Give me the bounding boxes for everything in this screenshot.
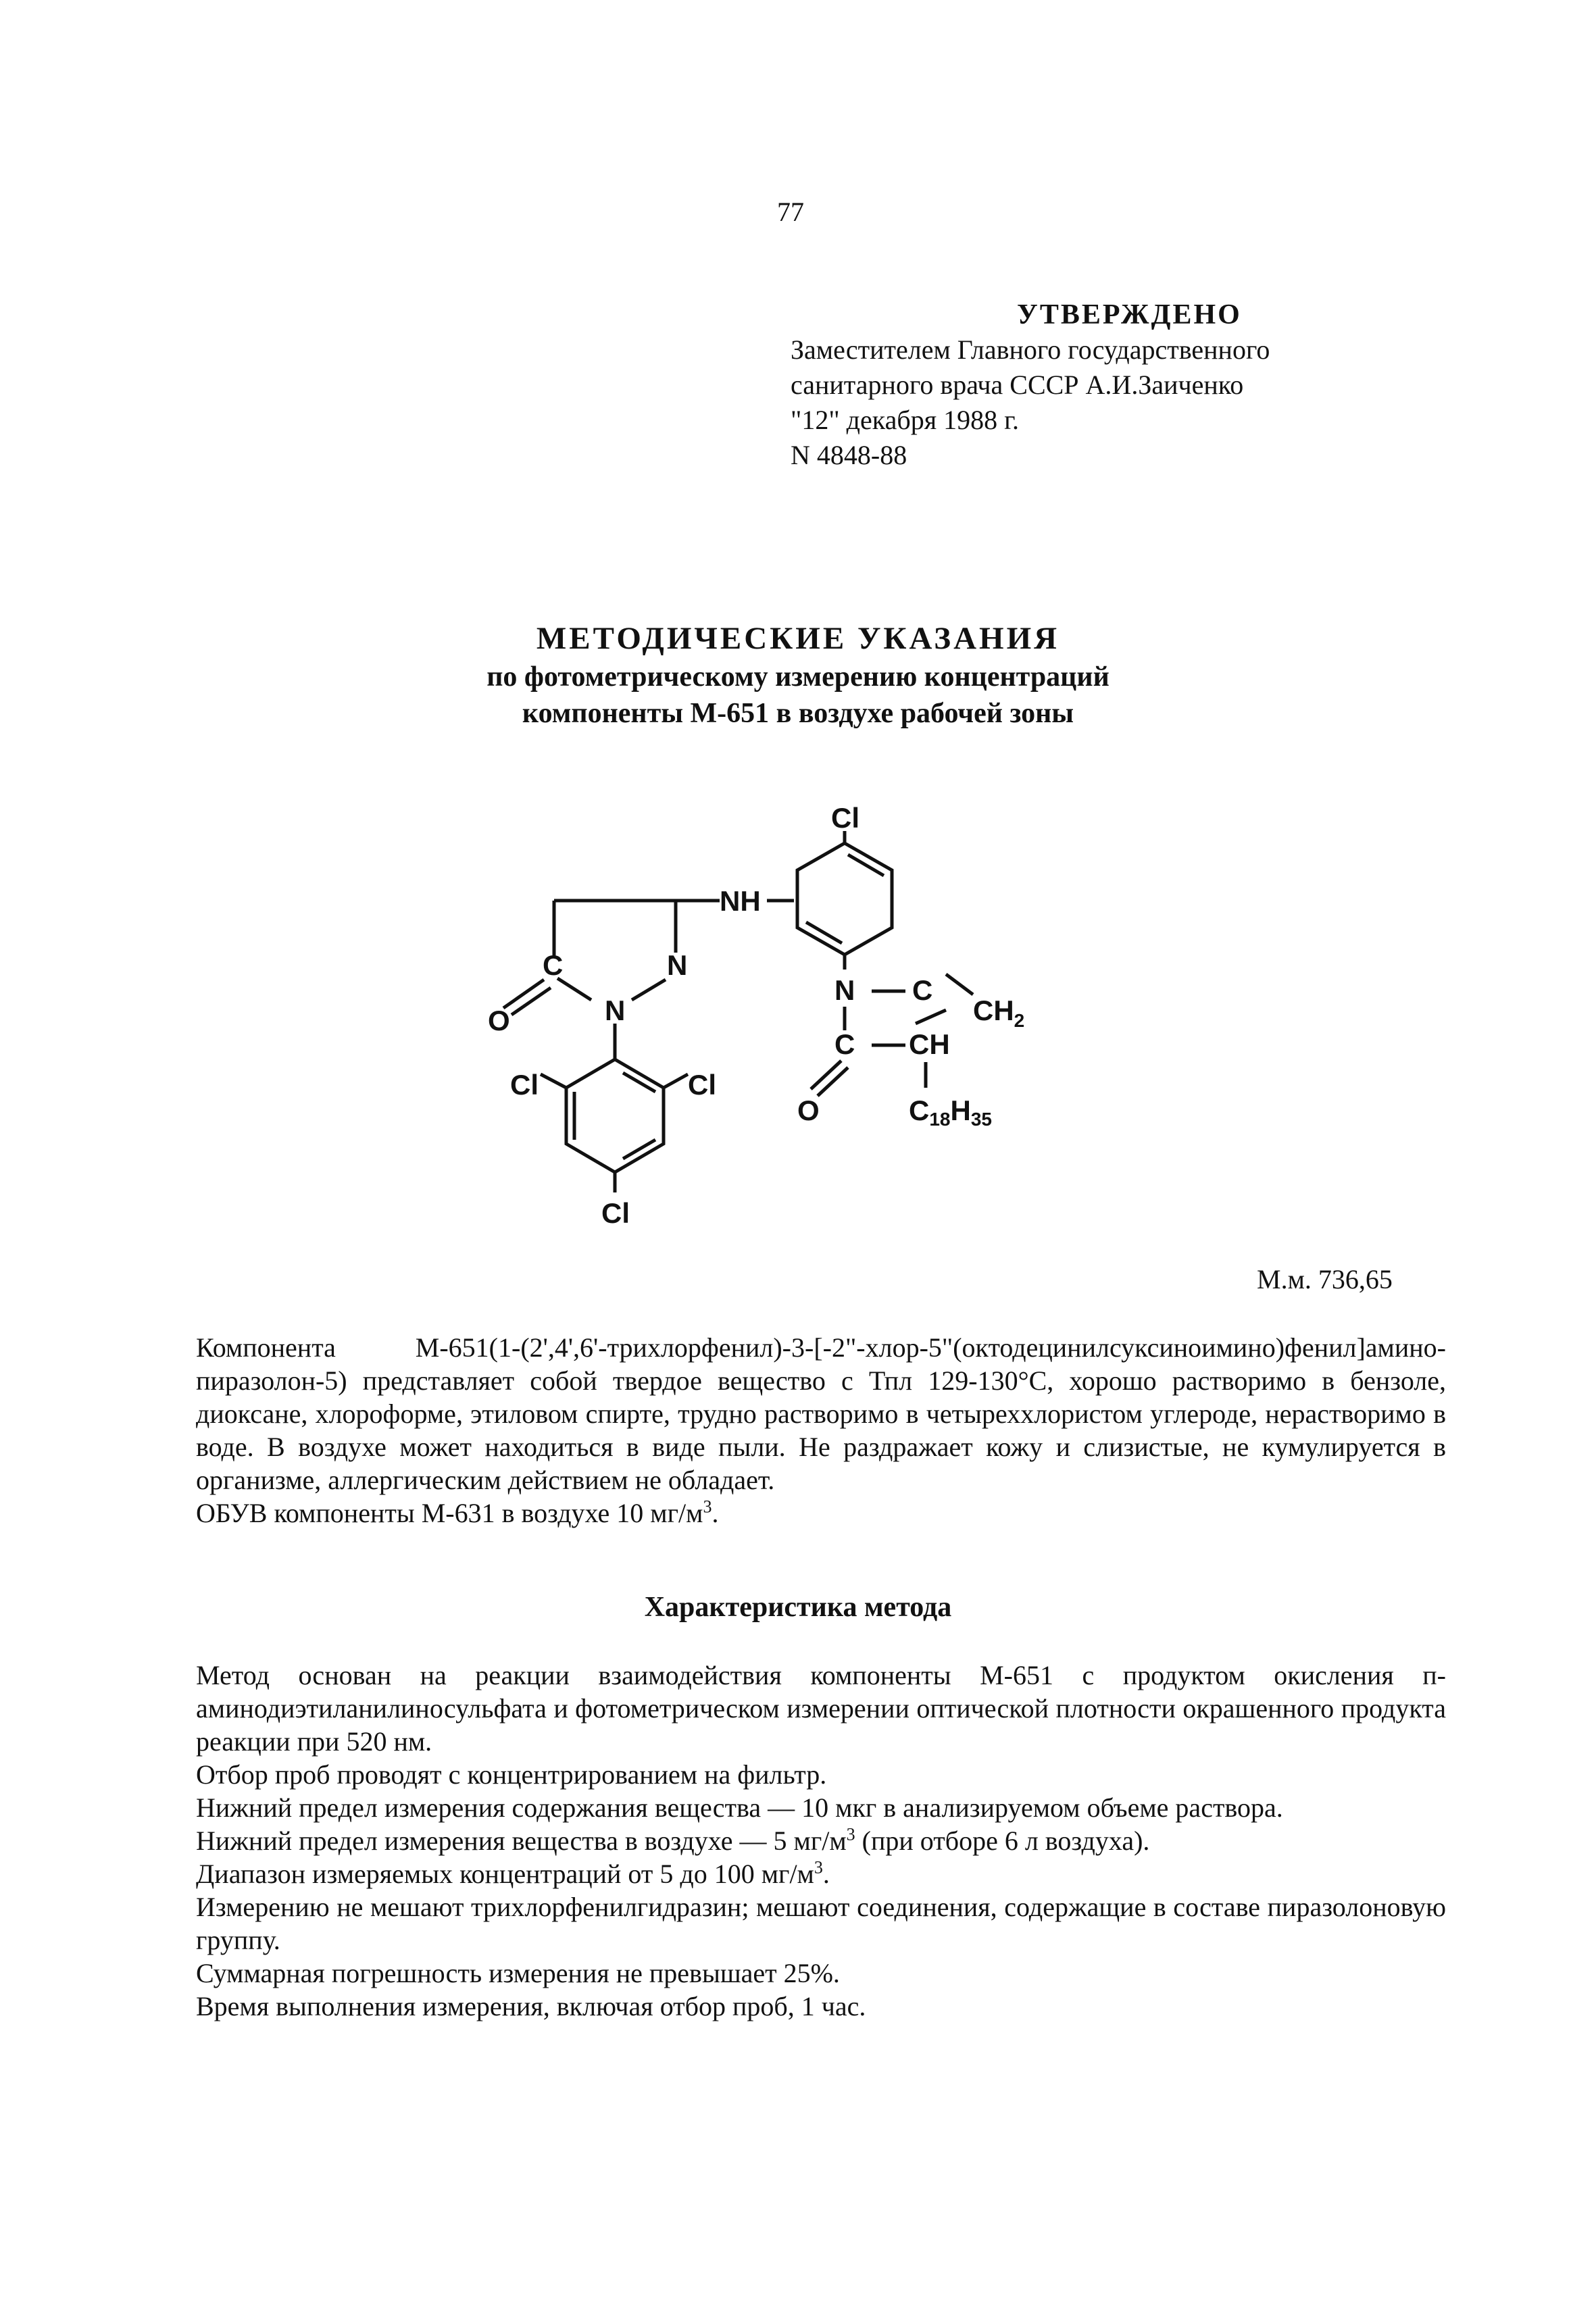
- method-paragraph: Время выполнения измерения, включая отбор проб, 1 час.: [196, 1991, 866, 2021]
- structural-formula: [473, 797, 1182, 1257]
- atom-label: CH: [973, 995, 1014, 1026]
- benzene-ring: [797, 843, 892, 955]
- subscript: 18: [929, 1109, 951, 1130]
- section-heading: Характеристика метода: [644, 1592, 952, 1623]
- method-paragraph: Измерению не мешают трихлорфенилгидразин; мешают соединения, содержащие в составе пиразолоновую группу.: [196, 1892, 1446, 1955]
- benzene-ring: [566, 1059, 664, 1172]
- method-paragraph: Суммарная погрешность измерения не превышает 25%.: [196, 1958, 840, 1988]
- description-paragraph: Компонента М-651(1-(2',4',6'-трихлорфенил)-3-[-2"-хлор-5"(октодецинилсуксиноимино)фенил]амино-пиразолон-5) представляет собой твердое вещество с Тпл 129-130°С, хорошо растворимо в бензоле, диоксане, хлороформе, этиловом спирте, трудно растворимо в четыреххлористом углероде, нерастворимо в воде. В воздухе может находиться в виде пыли. Не раздражает кожу и слизистые, не кумулируется в организме, аллергическим действием не обладает.: [196, 1332, 1446, 1495]
- method-text: Диапазон измеряемых концентраций от 5 до 100 мг/м: [196, 1859, 814, 1889]
- bond: [557, 978, 591, 1000]
- atom-label: CH: [909, 1028, 950, 1060]
- bond: [632, 980, 666, 1000]
- molecular-mass: М.м. 736,65: [1257, 1264, 1393, 1294]
- superscript: 3: [703, 1496, 712, 1517]
- bond: [664, 1074, 688, 1088]
- atom-label: O: [488, 1005, 510, 1036]
- chain-label: [909, 1095, 992, 1130]
- exposure-text: ОБУВ компоненты М-631 в воздухе 10 мг/м: [196, 1498, 703, 1528]
- superscript: 3: [846, 1824, 855, 1844]
- bond: [811, 1061, 841, 1089]
- subscript: 2: [1014, 1010, 1025, 1031]
- atom-label: N: [667, 949, 688, 981]
- approval-number: N 4848-88: [791, 440, 907, 470]
- method-paragraph: [196, 1824, 1446, 1857]
- bond: [946, 974, 973, 995]
- atom-label: [973, 995, 1024, 1031]
- atom-label: Cl: [510, 1069, 539, 1101]
- method-section: [196, 1659, 1446, 2023]
- atom-label: Cl: [601, 1197, 630, 1229]
- approval-line: Заместителем Главного государственного: [791, 334, 1270, 365]
- atom-label: Cl: [831, 802, 859, 834]
- atom-label: N: [834, 974, 855, 1006]
- atom-label: NH: [720, 885, 761, 917]
- atom-label: N: [605, 995, 626, 1026]
- superscript: 3: [814, 1857, 823, 1878]
- title-sub: компоненты М-651 в воздухе рабочей зоны: [522, 698, 1074, 729]
- atom-label: O: [797, 1095, 820, 1126]
- method-paragraph: Отбор проб проводят с концентрированием на фильтр.: [196, 1759, 827, 1790]
- atom-label: Cl: [688, 1069, 716, 1101]
- method-text-end: .: [822, 1859, 830, 1889]
- exposure-limit: [196, 1496, 1446, 1530]
- bond: [818, 1067, 848, 1096]
- title-main: МЕТОДИЧЕСКИЕ УКАЗАНИЯ: [536, 621, 1060, 656]
- bond: [848, 855, 884, 876]
- exposure-text-end: .: [712, 1498, 719, 1528]
- atom-label: C: [834, 1028, 855, 1060]
- method-paragraph: [196, 1857, 1446, 1890]
- approval-title: УТВЕРЖДЕНО: [1017, 299, 1242, 330]
- method-text-end: (при отборе 6 л воздуха).: [855, 1826, 1150, 1856]
- atom-label: C: [912, 974, 933, 1006]
- approval-block: [791, 297, 1270, 473]
- bond: [623, 1073, 655, 1092]
- subscript: 35: [970, 1109, 992, 1130]
- atom-label: C: [909, 1095, 930, 1126]
- bond: [541, 1074, 566, 1088]
- atom-label: C: [543, 949, 564, 981]
- document-title: [0, 618, 1596, 732]
- method-paragraph: Метод основан на реакции взаимодействия компоненты М-651 с продуктом окисления п-аминодиэтиланилиносульфата и фотометрическом измерении оптической плотности окрашенного продукта реакции при 520 нм.: [196, 1660, 1446, 1757]
- page-number: 77: [777, 197, 804, 227]
- title-sub: по фотометрическому измерению концентраций: [487, 661, 1109, 693]
- method-text: Нижний предел измерения вещества в воздухе — 5 мг/м: [196, 1826, 847, 1856]
- approval-date: "12" декабря 1988 г.: [791, 405, 1019, 435]
- atom-label: H: [950, 1095, 971, 1126]
- bond: [916, 1010, 946, 1024]
- bond: [623, 1140, 655, 1159]
- bond: [806, 922, 842, 943]
- bond: [503, 980, 544, 1008]
- approval-line: санитарного врача СССР А.И.Заиченко: [791, 370, 1244, 400]
- method-paragraph: Нижний предел измерения содержания вещества — 10 мкг в анализируемом объеме раствора.: [196, 1792, 1283, 1823]
- description-section: [196, 1331, 1446, 1530]
- bond: [512, 988, 551, 1015]
